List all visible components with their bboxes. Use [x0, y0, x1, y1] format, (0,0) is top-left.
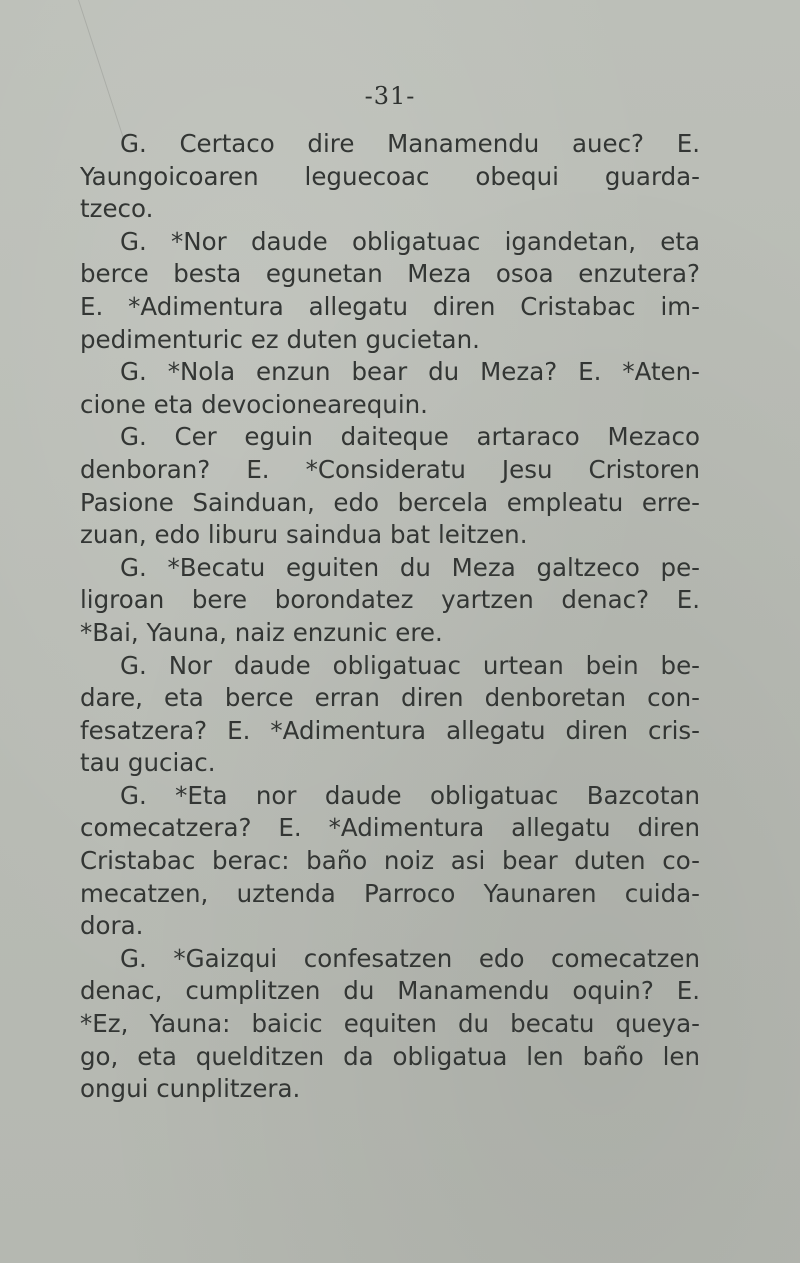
- text-line: cione eta devocionearequin.: [80, 389, 428, 419]
- text-line: Pasione Sainduan, edo bercela empleatu erre-: [80, 487, 700, 517]
- text-line: Yaungoicoaren leguecoac obequi guarda-: [80, 161, 700, 191]
- text-line: tau guciac.: [80, 748, 216, 778]
- text-line: comecatzera? E. *Adimentura allegatu diren: [80, 813, 700, 843]
- text-line: dora.: [80, 911, 144, 941]
- text-line: Cristabac berac: baño noiz asi bear duten co-: [80, 846, 700, 876]
- text-line: G. Cer eguin daiteque artaraco Mezaco: [120, 422, 700, 452]
- text-line: mecatzen, uztenda Parroco Yaunaren cuida-: [80, 878, 700, 908]
- text-line: G. Nor daude obligatuac urtean bein be-: [120, 650, 700, 680]
- text-line: G. *Nor daude obligatuac igandetan, eta: [120, 226, 700, 256]
- text-line: G. *Eta nor daude obligatuac Bazcotan: [120, 780, 700, 810]
- text-line: *Bai, Yauna, naiz enzunic ere.: [80, 617, 443, 647]
- page-number: -31-: [364, 82, 416, 110]
- text-line: denac, cumplitzen du Manamendu oquin? E.: [80, 976, 700, 1006]
- text-line: go, eta quelditzen da obligatua len baño len: [80, 1041, 700, 1071]
- catechism-text: [80, 128, 700, 1106]
- text-line: G. Certaco dire Manamendu auec? E.: [120, 129, 700, 158]
- text-line: pedimenturic ez duten gucietan.: [80, 324, 480, 354]
- text-line: E. *Adimentura allegatu diren Cristabac im-: [80, 291, 700, 321]
- text-line: berce besta egunetan Meza osoa enzutera?: [80, 259, 700, 289]
- text-line: zuan, edo liburu saindua bat leitzen.: [80, 520, 528, 550]
- text-line: denboran? E. *Consideratu Jesu Cristoren: [80, 454, 700, 484]
- text-line: *Ez, Yauna: baicic equiten du becatu queya-: [80, 1009, 700, 1039]
- text-line: tzeco.: [80, 194, 154, 224]
- text-line: fesatzera? E. *Adimentura allegatu diren cris-: [80, 715, 700, 745]
- text-line: G. *Nola enzun bear du Meza? E. *Aten-: [120, 357, 700, 387]
- text-line: ligroan bere borondatez yartzen denac? E.: [80, 585, 700, 615]
- text-line: G. *Becatu eguiten du Meza galtzeco pe-: [120, 552, 700, 582]
- paper-crease: [18, 0, 124, 140]
- text-line: dare, eta berce erran diren denboretan con-: [80, 683, 700, 713]
- text-line: G. *Gaizqui confesatzen edo comecatzen: [120, 943, 700, 973]
- text-line: ongui cunplitzera.: [80, 1074, 301, 1104]
